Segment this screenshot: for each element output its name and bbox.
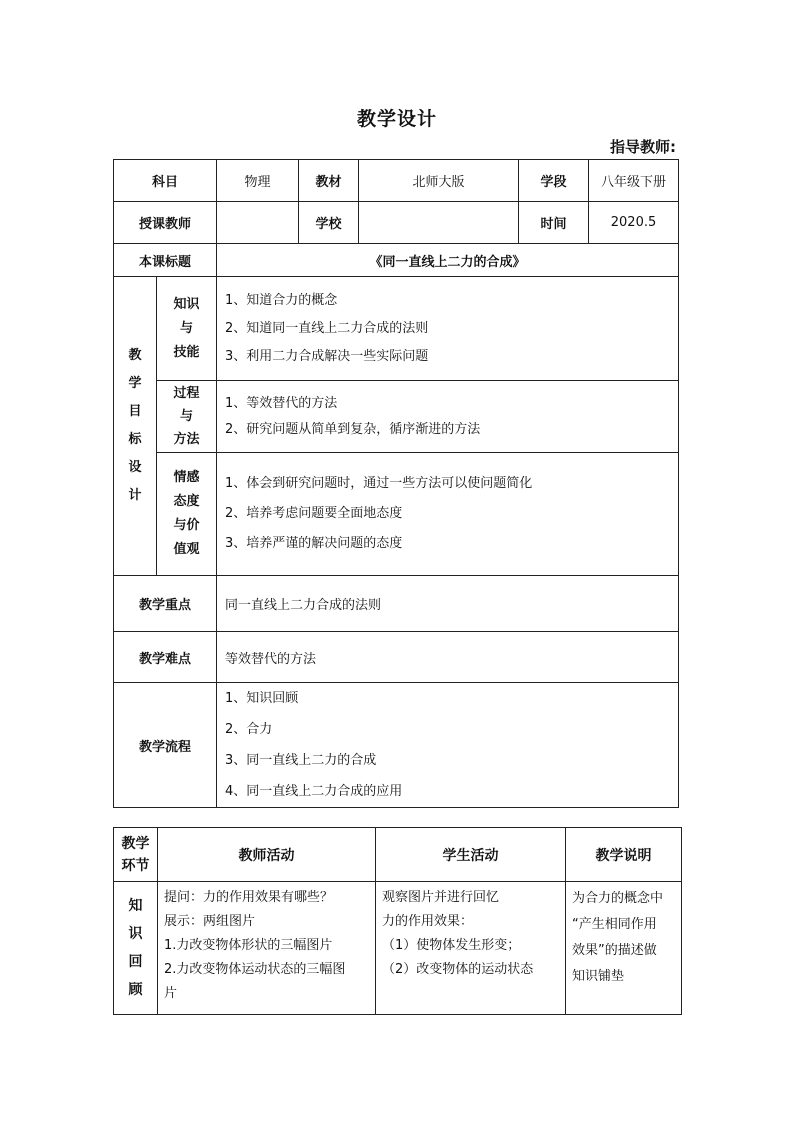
document-title: 教学设计 <box>356 108 437 130</box>
teacher-activity-cell: 提问：力的作用效果有哪些？ 展示：两组图片 1.力改变物体形状的三幅图片 2.力改变物体运动状态的三幅图 片 <box>158 882 376 1015</box>
process-label: 过程 与 方法 <box>157 381 217 453</box>
key-point-label: 教学重点 <box>114 576 217 632</box>
list-item: 4、同一直线上二力合成的应用 <box>225 784 403 799</box>
header-teacher-activity: 教师活动 <box>158 828 376 882</box>
header-teaching-note: 教学说明 <box>566 828 682 882</box>
stage-knowledge-review: 知 识 回 顾 <box>114 882 158 1015</box>
list-item: 1、知道合力的概念 <box>225 292 338 308</box>
stage-value: 八年级下册 <box>589 160 679 202</box>
list-item: 2、研究问题从简单到复杂，循序渐进的方法 <box>225 421 481 437</box>
goals-section-label: 教 学 目 标 设 计 <box>114 277 157 576</box>
subject-label: 科目 <box>114 160 217 202</box>
teaching-process-table <box>113 827 682 1015</box>
subject-value: 物理 <box>217 160 299 202</box>
textbook-value: 北师大版 <box>359 160 519 202</box>
process-goals <box>217 381 679 453</box>
topic-label: 本课标题 <box>114 244 217 277</box>
list-item: 3、利用二力合成解决一些实际问题 <box>225 348 429 364</box>
list-item: 3、培养严谨的解决问题的态度 <box>225 536 403 551</box>
teaching-note-cell: 为合力的概念中 “产生相同作用 效果”的描述做 知识铺垫 <box>566 882 682 1015</box>
emotion-goals <box>217 453 679 576</box>
stage-label: 学段 <box>519 160 589 202</box>
flow-label: 教学流程 <box>114 683 217 808</box>
list-item: 2、知道同一直线上二力合成的法则 <box>225 320 429 336</box>
knowledge-goals <box>217 277 679 381</box>
school-value <box>359 202 519 244</box>
flow-steps <box>217 683 679 808</box>
teacher-value <box>217 202 299 244</box>
difficulty-value: 等效替代的方法 <box>217 632 679 683</box>
time-value: 2020.5 <box>589 202 679 244</box>
school-label: 学校 <box>299 202 359 244</box>
advisor-label: 指导教师: <box>610 138 676 156</box>
emotion-label: 情感 态度 与价 值观 <box>157 453 217 576</box>
list-item: 1、等效替代的方法 <box>225 395 338 411</box>
list-item: 1、体会到研究问题时，通过一些方法可以使问题简化 <box>225 476 533 491</box>
key-point-value: 同一直线上二力合成的法则 <box>217 576 679 632</box>
list-item: 2、培养考虑问题要全面地态度 <box>225 506 403 521</box>
list-item: 1、知识回顾 <box>225 691 299 706</box>
lesson-info-table <box>113 159 679 808</box>
time-label: 时间 <box>519 202 589 244</box>
textbook-label: 教材 <box>299 160 359 202</box>
header-student-activity: 学生活动 <box>376 828 566 882</box>
student-activity-cell: 观察图片并进行回忆 力的作用效果： （1）使物体发生形变； （2）改变物体的运动状态 <box>376 882 566 1015</box>
knowledge-label: 知识 与 技能 <box>157 277 217 381</box>
list-item: 2、合力 <box>225 722 273 737</box>
topic-value: 《同一直线上二力的合成》 <box>217 244 679 277</box>
list-item: 3、同一直线上二力的合成 <box>225 753 377 768</box>
header-stage: 教学 环节 <box>114 828 158 882</box>
teacher-label: 授课教师 <box>114 202 217 244</box>
difficulty-label: 教学难点 <box>114 632 217 683</box>
